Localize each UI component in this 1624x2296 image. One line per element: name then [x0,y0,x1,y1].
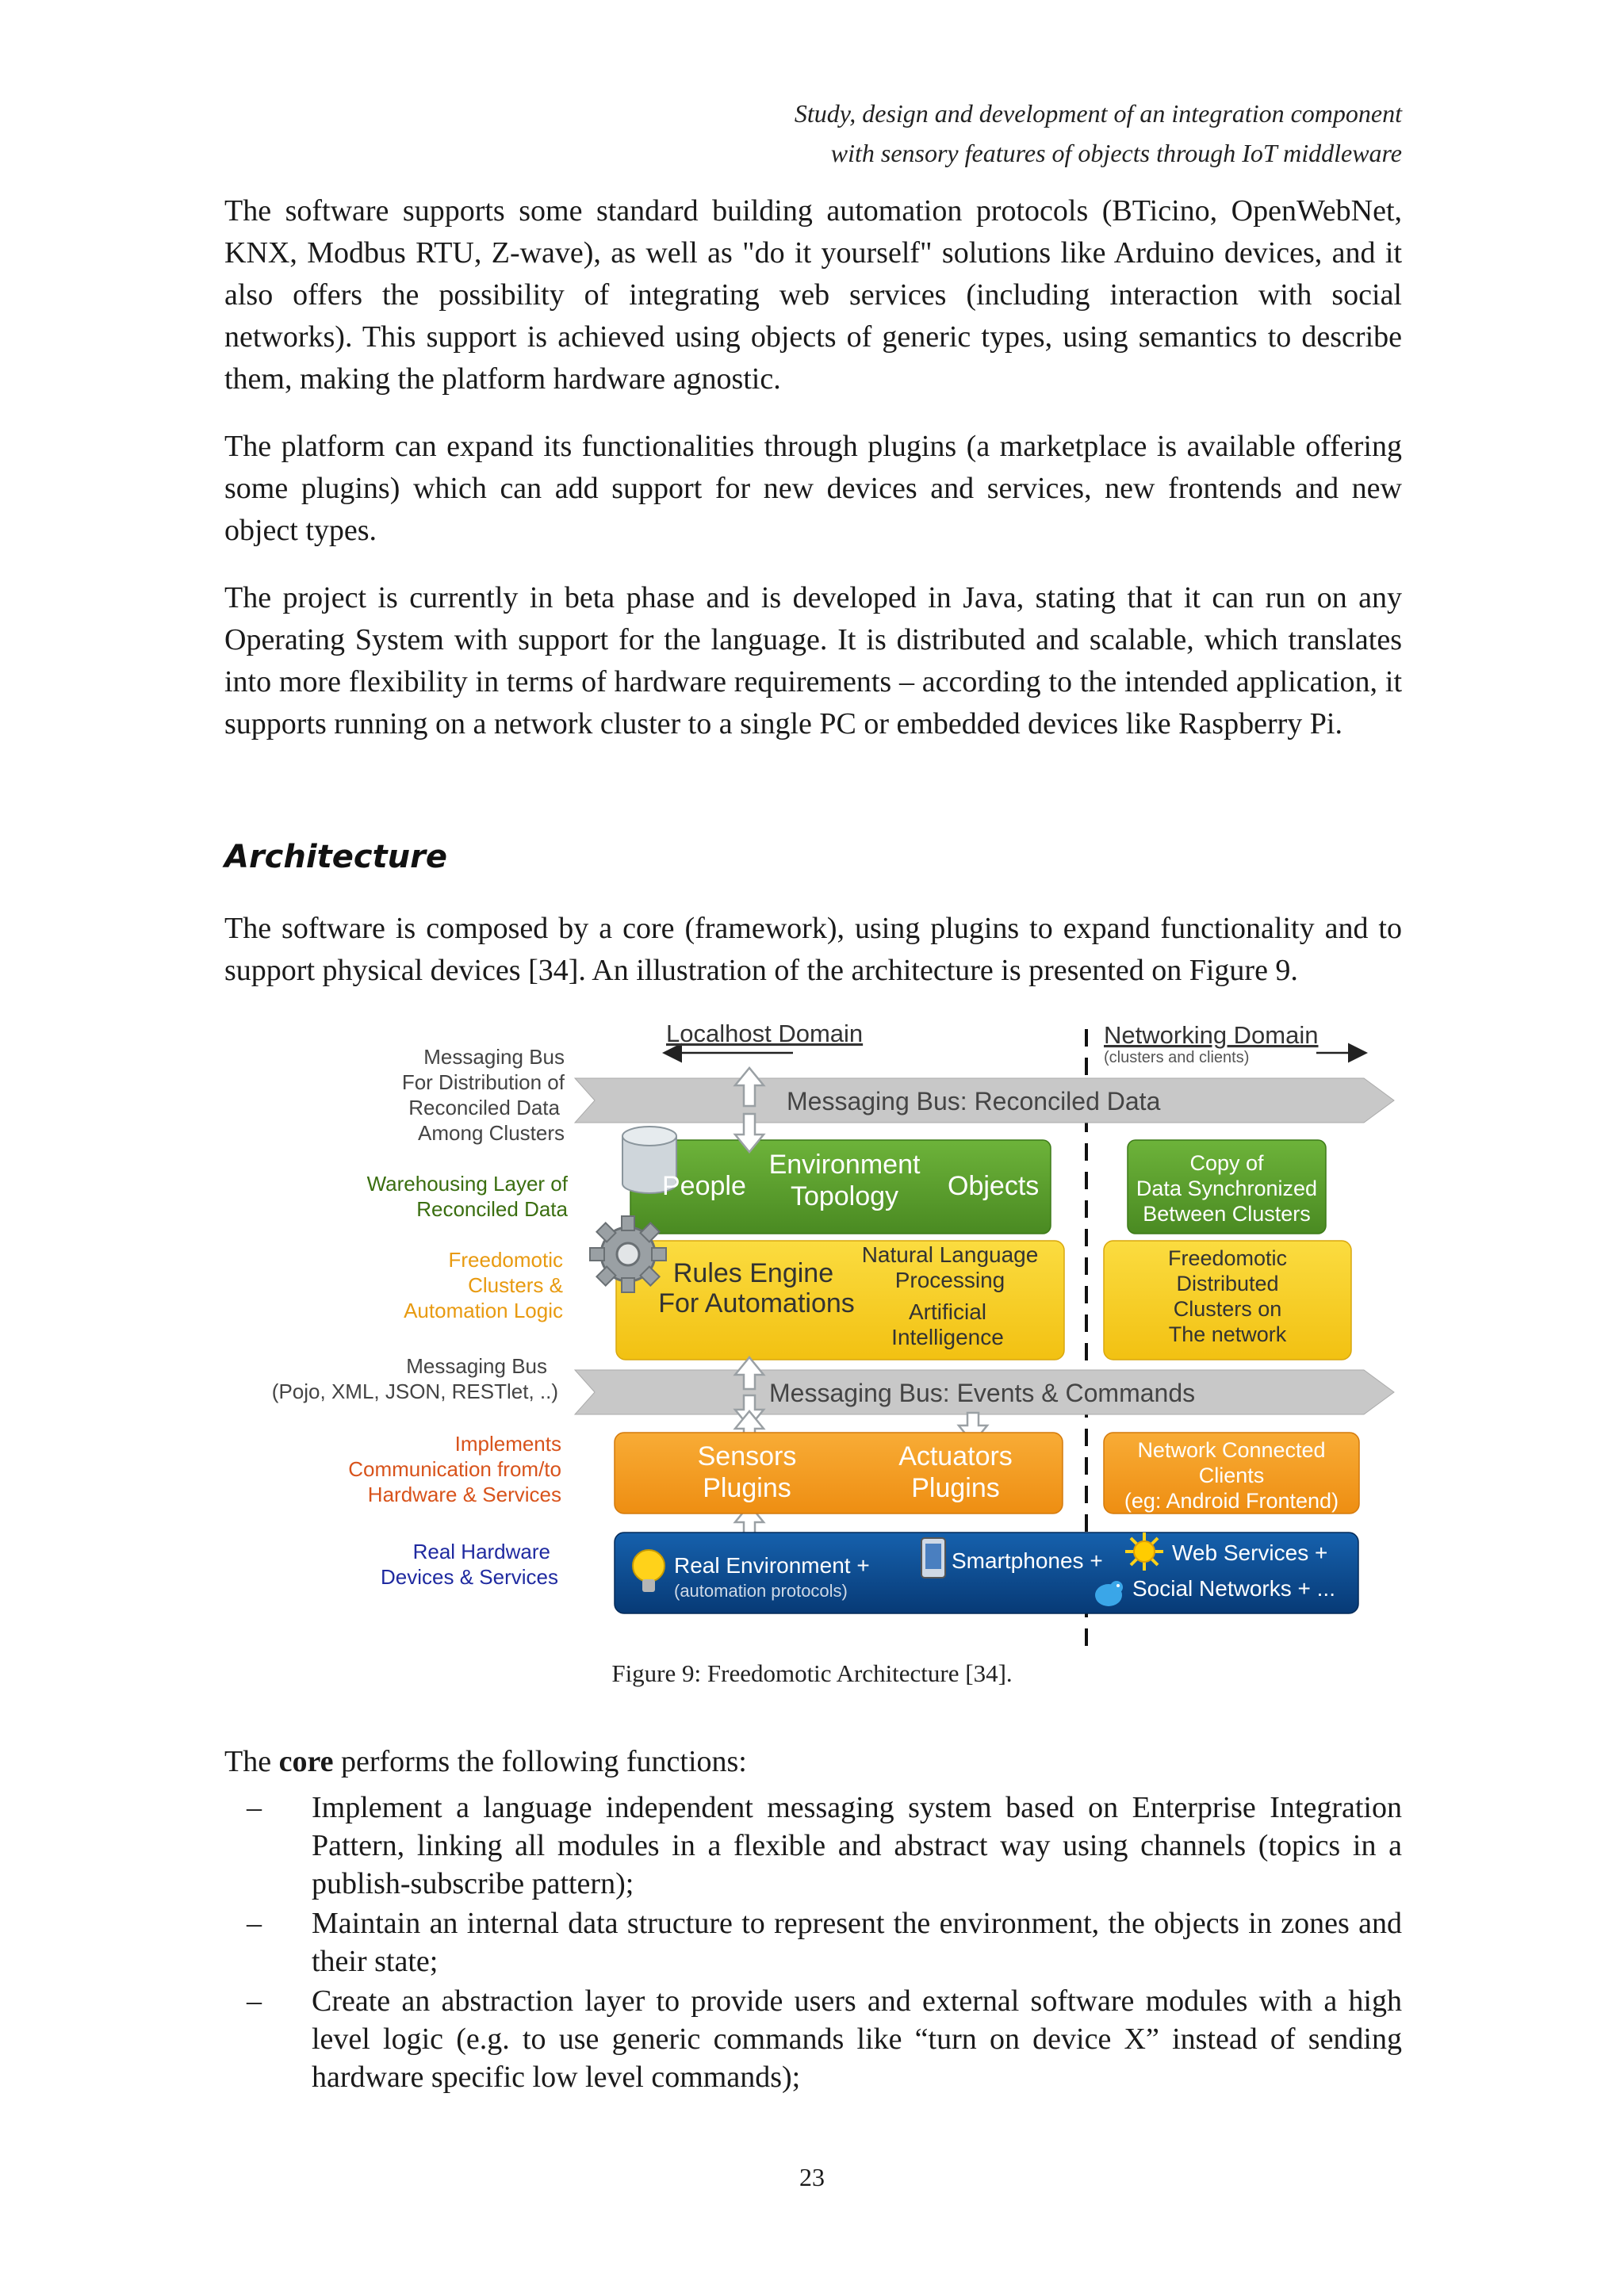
list-item: – Implement a language independent messaging system based on Enterprise Integration Pattern, linking all modules in a flexible and abstract way using channels (topics in a publish-subscribe pattern); [247,1791,1402,1900]
svg-text:Natural Language: Natural Language [861,1242,1039,1267]
topology-label: Topology [790,1181,899,1211]
svg-text:Communication from/to: Communication from/to [348,1457,561,1481]
svg-text:Reconciled Data: Reconciled Data [408,1096,560,1119]
paragraph-beta: The project is currently in beta phase and is developed in Java, stating that it can run on any Operating System with support for the language. It is distributed and scalable, which translates into more flexibility in terms of hardware requirements – according to the intended application, it supports running on a network cluster to a single PC or embedded devices like Raspberry Pi. [224,581,1402,740]
gear-icon [590,1216,666,1292]
label-implements [348,1432,561,1506]
section-title-architecture: Architecture [224,839,447,875]
paragraph-protocols: The software supports some standard building automation protocols (BTicino, OpenWebNet, KNX, Modbus RTU, Z-wave), as well as "do it yourself" solutions like Arduino devices, and it also offers the possibility of integrating web services (including interaction with social networks). This support is achieved using objects of generic types, using semantics to describe them, making the platform hardware agnostic. [224,194,1402,396]
bus-reconciled-label: Messaging Bus: Reconciled Data [787,1087,1161,1115]
environment-label: Environment [768,1150,921,1180]
label-warehousing [367,1172,569,1221]
running-header [795,94,1402,173]
paragraph-architecture: The software is composed by a core (framework), using plugins to expand functionality and to support physical devices [34]. An illustration of the architecture is presented on Figure 9. [224,912,1402,987]
label-freedomotic [404,1248,563,1322]
label-bus1 [402,1045,565,1145]
svg-text:Freedomotic: Freedomotic [1167,1246,1288,1270]
list-item-text: Create an abstraction layer to provide users and external software modules with a high level logic (e.g. to use generic commands like “turn on device X” instead of sending hardware specific low level commands); [312,1984,1402,2094]
for-automations-label: For Automations [658,1288,855,1318]
svg-text:Messaging Bus: Messaging Bus [423,1045,565,1069]
svg-text:Intelligence: Intelligence [891,1325,1004,1349]
core-intro [224,1744,747,1779]
label-bus2 [272,1354,558,1403]
page-number: 23 [799,2163,825,2191]
svg-text:Devices & Services: Devices & Services [381,1565,558,1589]
networking-domain-sub: (clusters and clients) [1104,1049,1250,1066]
svg-text:Among Clusters: Among Clusters [418,1121,565,1145]
svg-text:Warehousing Layer of: Warehousing Layer of [366,1172,568,1196]
svg-text:Distributed: Distributed [1176,1272,1279,1295]
svg-text:For Distribution of: For Distribution of [401,1070,565,1094]
label-real-hardware [381,1540,558,1589]
web-services-label: Web Services + [1172,1540,1328,1565]
smartphone-icon [921,1538,945,1578]
svg-text:Implements: Implements [454,1432,561,1456]
list-item: – Maintain an internal data structure to represent the environment, the objects in zones and their state; [247,1907,1402,1978]
localhost-domain-label: Localhost Domain [666,1020,864,1047]
svg-text:Between Clusters: Between Clusters [1143,1202,1311,1226]
core-intro-post: performs the following functions: [333,1745,747,1778]
svg-text:The network: The network [1168,1322,1287,1346]
core-intro-bold: core [278,1745,334,1778]
svg-text:Plugins: Plugins [911,1473,1000,1503]
svg-text:Automation Logic: Automation Logic [404,1299,563,1322]
svg-text:Artificial: Artificial [908,1299,987,1324]
svg-text:Sensors: Sensors [697,1441,797,1471]
svg-text:Real Hardware: Real Hardware [412,1540,550,1563]
architecture-figure [222,1015,1411,1665]
list-item: – Create an abstraction layer to provide users and external software modules with a high level logic (e.g. to use generic commands like “turn on device X” instead of sending hardware specific low level commands); [247,1984,1402,2094]
svg-text:Freedomotic: Freedomotic [448,1248,563,1272]
svg-text:(eg: Android Frontend): (eg: Android Frontend) [1124,1489,1339,1513]
smartphones-label: Smartphones + [952,1548,1103,1573]
real-environment-sub: (automation protocols) [674,1581,848,1601]
svg-text:Hardware & Services: Hardware & Services [367,1483,561,1506]
list-item-text: Maintain an internal data structure to represent the environment, the objects in zones and their state; [312,1907,1402,1978]
svg-text:Network Connected: Network Connected [1137,1438,1326,1462]
svg-text:Clusters &: Clusters & [468,1273,563,1297]
core-intro-pre: The [224,1745,279,1778]
list-item-text: Implement a language independent messaging system based on Enterprise Integration Pattern, linking all modules in a flexible and abstract way using channels (topics in a publish-subscribe pattern); [312,1791,1402,1900]
networking-domain-label: Networking Domain [1104,1021,1319,1049]
svg-text:(Pojo, XML, JSON, RESTlet, ..): (Pojo, XML, JSON, RESTlet, ..) [271,1380,558,1403]
svg-text:Actuators: Actuators [898,1441,1013,1471]
svg-text:Plugins: Plugins [703,1473,791,1503]
paragraph-plugins: The platform can expand its functionalities through plugins (a marketplace is available offering some plugins) which can add support for new devices and services, new frontends and new object types. [224,430,1402,547]
svg-text:Processing: Processing [894,1268,1005,1292]
bus-events-label: Messaging Bus: Events & Commands [769,1379,1196,1407]
rules-engine-label: Rules Engine [672,1258,834,1288]
objects-label: Objects [948,1171,1040,1201]
running-header-line-1: Study, design and development of an integration component [794,99,1402,128]
social-networks-label: Social Networks + ... [1132,1576,1335,1601]
figure-caption: Figure 9: Freedomotic Architecture [34]. [611,1659,1013,1687]
svg-text:Messaging Bus: Messaging Bus [406,1354,547,1378]
sun-icon [1125,1533,1163,1571]
svg-text:Clusters on: Clusters on [1173,1297,1282,1321]
svg-text:Reconciled Data: Reconciled Data [416,1197,568,1221]
svg-text:Copy of: Copy of [1189,1151,1264,1175]
running-header-line-2: with sensory features of objects through IoT middleware [830,139,1402,167]
real-environment-label: Real Environment + [674,1553,870,1578]
core-functions-list [224,1789,1402,2098]
people-label: People [662,1171,746,1201]
svg-text:Data Synchronized: Data Synchronized [1136,1177,1318,1200]
svg-text:Clients: Clients [1198,1464,1265,1487]
